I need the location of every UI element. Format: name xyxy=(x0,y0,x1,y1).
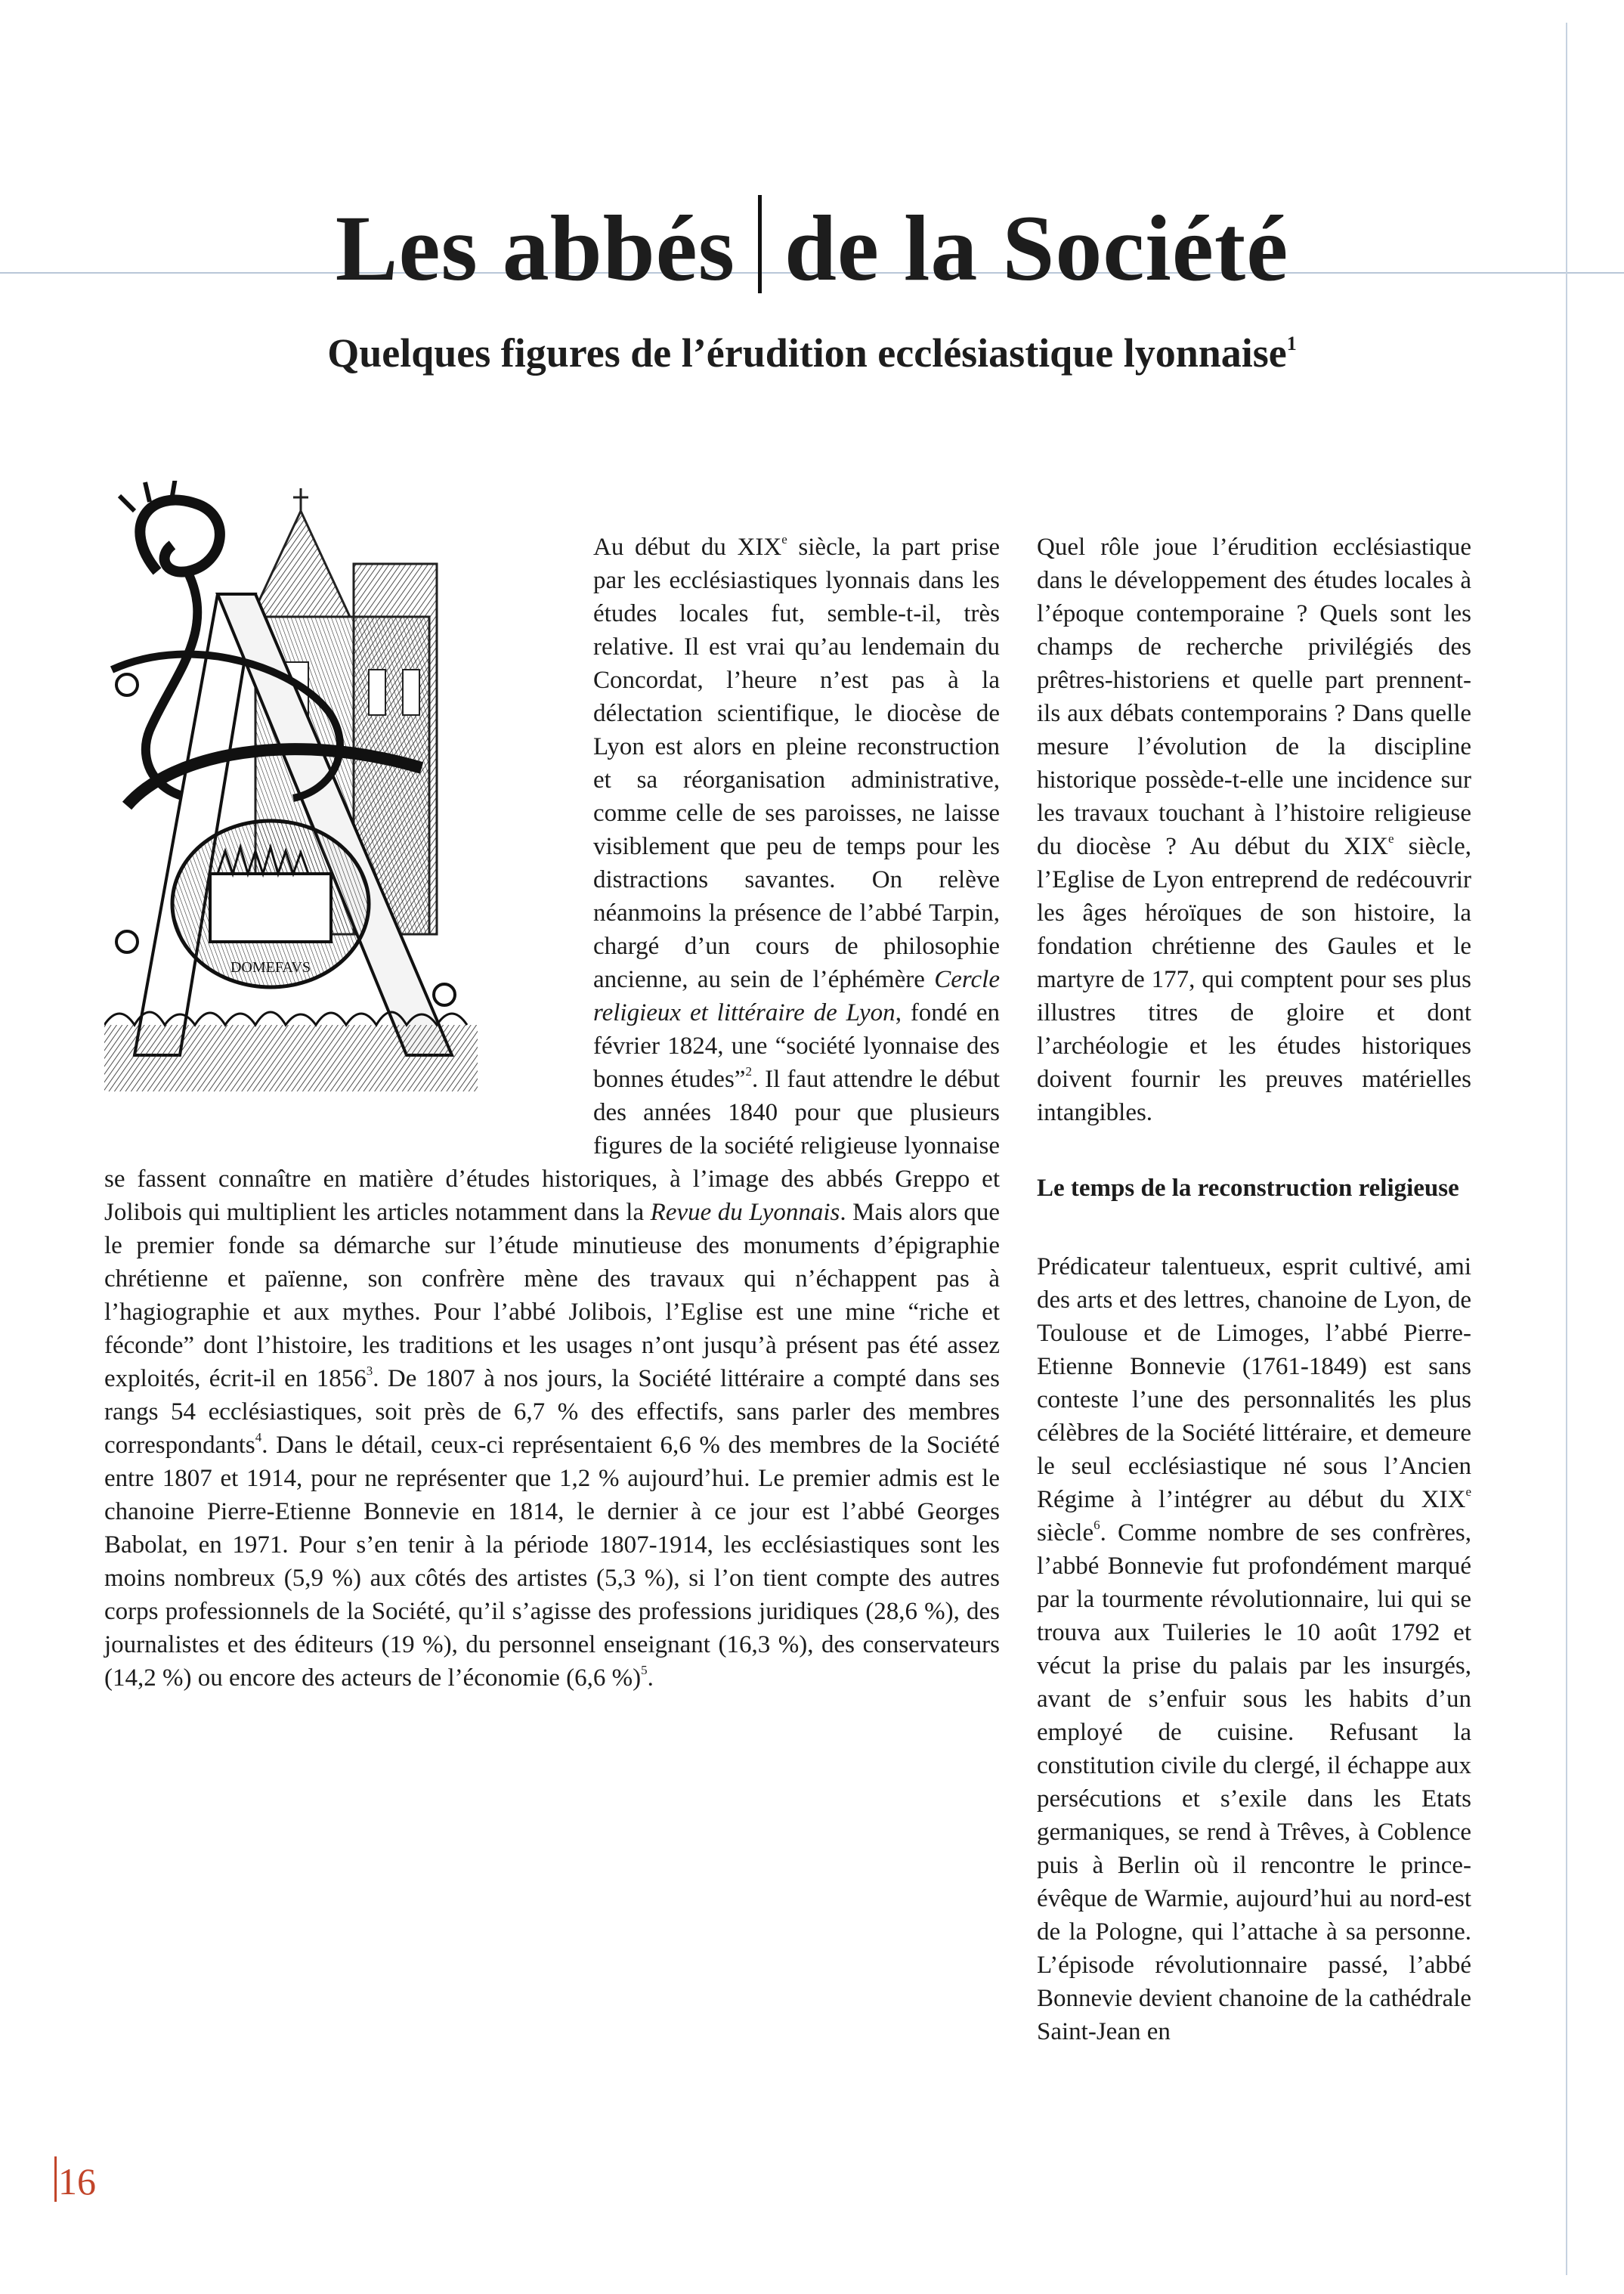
footnote-ref: 6 xyxy=(1093,1518,1100,1532)
footnote-ref: 4 xyxy=(255,1430,262,1444)
footnote-ref: 3 xyxy=(366,1364,373,1378)
subtitle-text: Quelques figures de l’érudition ecclésiastique lyonnaise xyxy=(327,330,1287,376)
right-column xyxy=(1037,531,1471,2048)
footnote-ref: 1 xyxy=(1286,333,1297,354)
page-number: 16 xyxy=(54,2156,96,2202)
title-divider xyxy=(758,195,762,293)
footnote-ref: 2 xyxy=(745,1064,752,1079)
section-heading: Le temps de la reconstruction religieuse xyxy=(1037,1175,1459,1202)
right-paragraph-1: Quel rôle joue l’érudition ecclésiastique dans le développement des études locales à l’époque contemporaine ? Quels sont les champs de recherche privilégiés des prêtres-historiens et quelle part prennent-ils aux débats contemporains ? Dans quelle mesure l’évolution de la discipline historique possède-t-elle une incidence sur les travaux touchant à l’histoire religieuse du diocèse ? Au début du XIXe siècle, l’Eglise de Lyon entreprend de redécouvrir les âges héroïques de son histoire, la fondation chrétienne des Gaules et le martyre de 177, qui comptent pour ses plus illustres titres de gloire et dont l’archéologie et les études historiques doivent fournir les preuves matérielles intangibles. xyxy=(1037,534,1471,1126)
page-title xyxy=(0,195,1624,300)
page-subtitle xyxy=(0,330,1624,376)
title-part-1: Les abbés xyxy=(335,197,735,300)
intro-text-block xyxy=(104,531,1000,1695)
title-part-2: de la Société xyxy=(784,197,1289,300)
footnote-ref: 5 xyxy=(641,1663,648,1677)
folio-bar xyxy=(54,2156,57,2202)
intro-paragraph: Au début du XIXe siècle, la part prise par les ecclésiastiques lyonnais dans les études locales fut, semble-t-il, très relative. Il est vrai qu’au lendemain du Concordat, l’heure n’est pas à la délectation scientifique, le diocèse de Lyon est alors en pleine reconstruction et sa réorganisation administrative, comme celle de ses paroisses, ne laisse visiblement que peu de temps pour les distractions savantes. On relève néanmoins la présence de l’abbé Tarpin, chargé d’un cours de philosophie ancienne, au sein de l’éphémère Cercle religieux et littéraire de Lyon, fondé en février 1824, une “société lyonnaise des bonnes études”$^2$. Il faut attendre le début des années 1840 pour que plusieurs figures de la société religieuse lyonnaise se fassent connaître en matière d’études historiques, à l’image des abbés Greppo et Jolibois qui multiplient les articles notamment dans la Revue du Lyonnais. Mais alors que le premier fonde sa démarche sur l’étude minutieuse des monuments d’épigraphie chrétienne et païenne, son confrère mène des travaux qui n’échappent pas à l’hagiographie et aux mythes. Pour l’abbé Jolibois, l’Eglise est une mine “riche et féconde” dont l’histoire, les traditions et les usages n’ont jusqu’à présent pas été assez exploités, écrit-il en 1856$^3$. De 1807 à nos jours, la Société littéraire a compté dans ses rangs 54 ecclésiastiques, soit près de 6,7 % des effectifs, sans parler des membres correspondants$^4$. Dans le détail, ceux-ci représentaient 6,6 % des membres de la Société entre 1807 et 1914, pour ne représenter que 1,2 % aujourd’hui. Le premier admis est le chanoine Pierre-Etienne Bonnevie en 1814, le dernier à ce jour est l’abbé Georges Babolat, en 1971. Pour s’en tenir à la période 1807-1914, les ecclésiastiques sont les moins nombreux (5,9 %) aux côtés des artistes (5,3 %), si l’on tient compte des autres corps professionnels de la Société, qu’il s’agisse des professions juridiques (28,6 %), des journalistes et des éditeurs (19 %), du personnel enseignant (16,3 %), des conservateurs (14,2 %) ou encore des acteurs de l’économie (6,6 %)$^5$. xyxy=(104,532,1000,1692)
right-paragraph-2: Prédicateur talentueux, esprit cultivé, ami des arts et des lettres, chanoine de Lyon, de Toulouse et de Limoges, l’abbé Pierre-Etienne Bonnevie (1761-1849) est sans conteste l’une des personnalités les plus célèbres de la Société littéraire, et demeure le seul ecclésiastique né sous l’Ancien Régime à l’intégrer au début du XIXe siècle$^6$. Comme nombre de ses confrères, l’abbé Bonnevie fut profondément marqué par la tourmente révolutionnaire, lui qui se trouva aux Tuileries le 10 août 1792 et vécut la prise du palais par les insurgés, avant de s’enfuir sous les habits d’un employé de cuisine. Refusant la constitution civile du clergé, il échappe aux persécutions et s’exile dans les Etats germaniques, se rend à Trêves, à Coblence puis à Berlin où il rencontre le prince-évêque de Warmie, aujourd’hui au nord-est de la Pologne, qui l’attache à sa personne. L’épisode révolutionnaire passé, l’abbé Bonnevie devient chanoine de la cathédrale Saint-Jean en xyxy=(1037,1253,1471,2045)
medallion-inscription: DOMEFAVS xyxy=(230,959,311,976)
illustration-space xyxy=(104,531,533,1141)
